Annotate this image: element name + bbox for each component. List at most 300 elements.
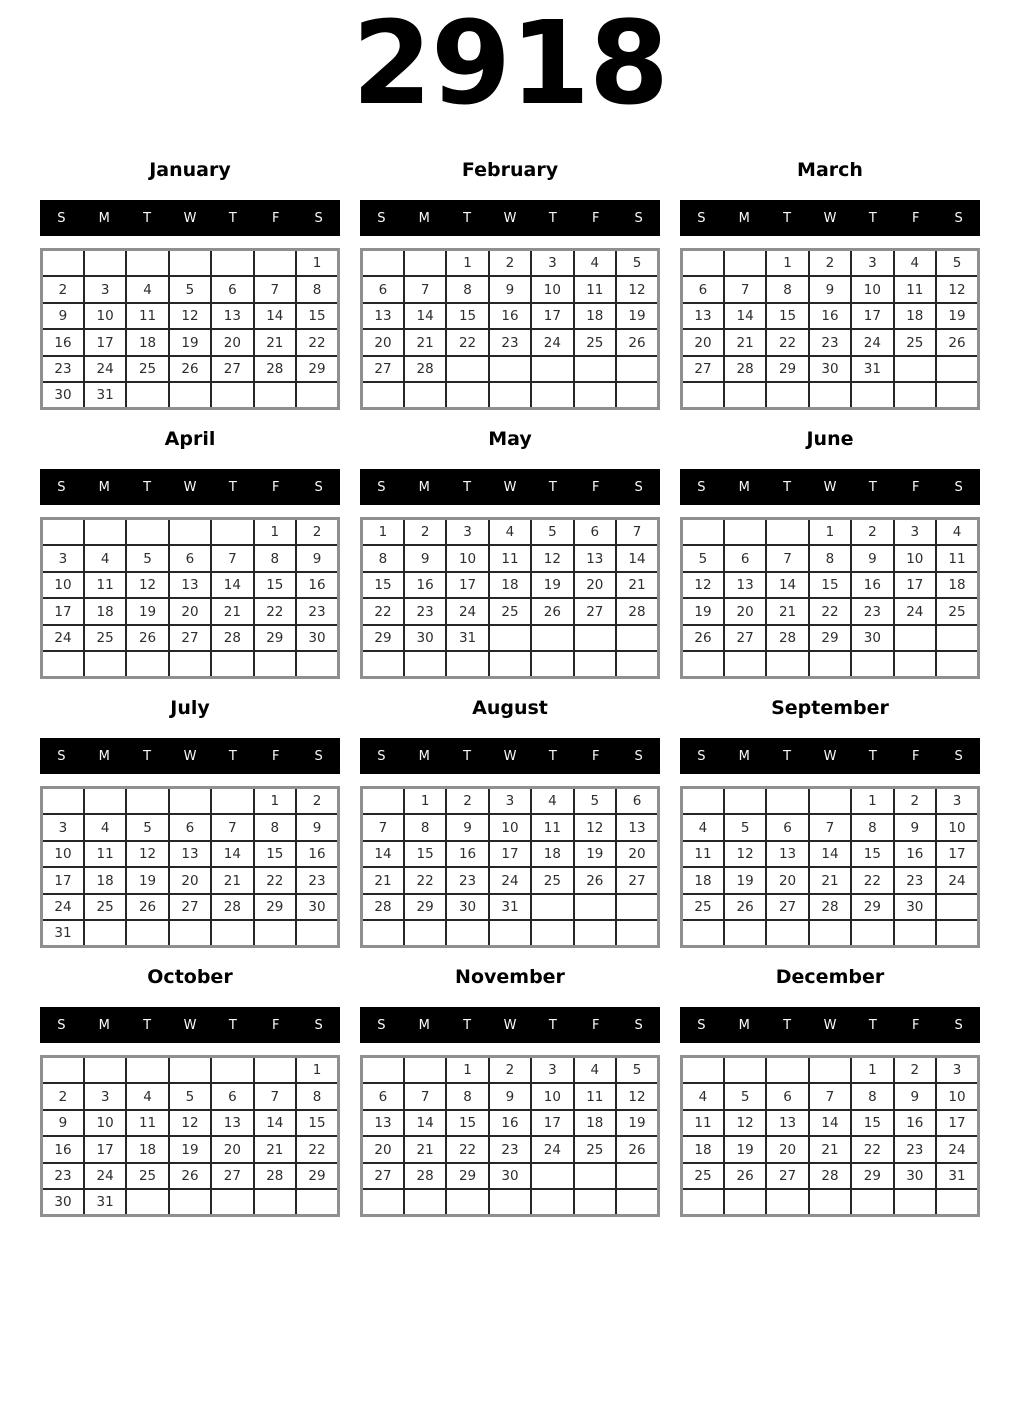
weekday-label: T [228,479,237,495]
day-cell: 21 [254,329,296,356]
weekday-label: T [868,748,877,764]
day-cell: 17 [936,841,978,868]
day-cell: 16 [809,303,851,330]
day-cell: 26 [724,1163,766,1190]
empty-day-cell [894,1189,936,1216]
day-cell: 25 [936,598,978,625]
day-cell: 30 [851,625,893,652]
empty-day-cell [894,625,936,652]
day-cell: 18 [126,1136,168,1163]
day-cell: 15 [254,841,296,868]
day-cell: 24 [489,867,531,894]
weekday-label: T [783,1017,792,1033]
day-cell: 30 [296,894,338,921]
weekday-label: F [591,479,600,495]
weekday-label: S [57,210,66,226]
day-cell: 14 [211,841,253,868]
day-cell: 2 [446,788,488,815]
day-cell: 9 [296,545,338,572]
empty-day-cell [682,788,724,815]
day-cell: 28 [724,356,766,383]
day-cell: 26 [126,625,168,652]
weekday-label: M [418,210,430,226]
empty-day-cell [169,651,211,678]
day-cell: 23 [446,867,488,894]
empty-day-cell [616,625,658,652]
day-cell: 9 [42,1110,84,1137]
day-cell: 4 [894,250,936,277]
day-cell: 20 [766,1136,808,1163]
weekday-label: F [271,210,280,226]
day-cell: 10 [84,303,126,330]
day-cell: 11 [936,545,978,572]
week-row [682,867,979,894]
day-cell: 27 [169,625,211,652]
day-cell: 9 [296,814,338,841]
day-cell: 12 [936,276,978,303]
month-days-table [40,1055,340,1217]
day-cell: 15 [296,303,338,330]
day-cell: 26 [936,329,978,356]
weekday-label: W [183,210,197,226]
day-cell: 28 [616,598,658,625]
weekday-label: F [271,1017,280,1033]
day-cell: 22 [446,329,488,356]
day-cell: 27 [682,356,724,383]
day-cell: 10 [531,276,573,303]
day-cell: 4 [574,1057,616,1084]
day-cell: 25 [682,894,724,921]
weekday-header-bar [40,200,340,236]
week-row [42,894,339,921]
empty-day-cell [404,651,446,678]
week-row [362,1136,659,1163]
week-row [42,867,339,894]
day-cell: 29 [809,625,851,652]
empty-day-cell [254,250,296,277]
empty-day-cell [809,1057,851,1084]
month-december [680,948,980,1217]
week-row [42,1110,339,1137]
day-cell: 8 [446,276,488,303]
empty-day-cell [362,920,404,947]
day-cell: 10 [84,1110,126,1137]
empty-day-cell [446,651,488,678]
week-row [42,1136,339,1163]
empty-day-cell [682,920,724,947]
empty-day-cell [404,1189,446,1216]
day-cell: 27 [169,894,211,921]
empty-day-cell [936,1189,978,1216]
empty-day-cell [84,250,126,277]
month-title: July [170,697,210,720]
day-cell: 21 [404,1136,446,1163]
day-cell: 25 [126,356,168,383]
day-cell: 20 [616,841,658,868]
empty-day-cell [574,894,616,921]
day-cell: 6 [169,814,211,841]
day-cell: 5 [682,545,724,572]
day-cell: 9 [894,1083,936,1110]
day-cell: 10 [446,545,488,572]
weekday-label: F [591,210,600,226]
empty-day-cell [616,1163,658,1190]
day-cell: 21 [616,572,658,599]
day-cell: 11 [574,276,616,303]
day-cell: 4 [84,545,126,572]
day-cell: 24 [851,329,893,356]
weekday-label: S [697,1017,706,1033]
weekday-label: S [314,1017,323,1033]
empty-day-cell [211,250,253,277]
day-cell: 22 [446,1136,488,1163]
day-cell: 24 [936,867,978,894]
day-cell: 12 [724,841,766,868]
weekday-label: F [591,1017,600,1033]
day-cell: 22 [254,598,296,625]
empty-day-cell [254,651,296,678]
day-cell: 13 [766,1110,808,1137]
day-cell: 21 [254,1136,296,1163]
week-row [682,519,979,546]
empty-day-cell [84,920,126,947]
month-title: August [472,697,548,720]
day-cell: 4 [489,519,531,546]
day-cell: 18 [894,303,936,330]
day-cell: 8 [296,1083,338,1110]
empty-day-cell [489,382,531,409]
empty-day-cell [682,382,724,409]
day-cell: 27 [362,356,404,383]
weekday-label: T [143,1017,152,1033]
month-days-table [680,1055,980,1217]
weekday-header-bar [40,738,340,774]
day-cell: 26 [682,625,724,652]
week-row [42,625,339,652]
day-cell: 25 [574,329,616,356]
empty-day-cell [574,356,616,383]
day-cell: 25 [126,1163,168,1190]
empty-day-cell [724,250,766,277]
day-cell: 11 [489,545,531,572]
weekday-label: W [183,748,197,764]
week-row [362,598,659,625]
empty-day-cell [296,382,338,409]
weekday-header-bar [360,738,660,774]
day-cell: 31 [446,625,488,652]
empty-day-cell [851,651,893,678]
week-row [682,1136,979,1163]
day-cell: 11 [682,1110,724,1137]
empty-day-cell [724,1189,766,1216]
week-row [42,920,339,947]
empty-day-cell [531,1189,573,1216]
week-row [362,519,659,546]
day-cell: 7 [211,545,253,572]
day-cell: 10 [531,1083,573,1110]
weekday-label: S [377,210,386,226]
day-cell: 12 [169,1110,211,1137]
day-cell: 22 [851,1136,893,1163]
day-cell: 15 [254,572,296,599]
weekday-label: T [228,1017,237,1033]
empty-day-cell [894,920,936,947]
day-cell: 17 [42,867,84,894]
day-cell: 14 [724,303,766,330]
empty-day-cell [724,920,766,947]
weekday-label: M [98,479,110,495]
empty-day-cell [574,1189,616,1216]
day-cell: 24 [531,1136,573,1163]
empty-day-cell [936,651,978,678]
month-title: October [147,966,233,989]
empty-day-cell [42,519,84,546]
week-row [362,867,659,894]
empty-day-cell [531,894,573,921]
day-cell: 17 [531,303,573,330]
week-row [682,598,979,625]
day-cell: 13 [616,814,658,841]
day-cell: 10 [42,841,84,868]
empty-day-cell [362,1189,404,1216]
day-cell: 1 [851,1057,893,1084]
day-cell: 28 [254,356,296,383]
day-cell: 6 [766,814,808,841]
day-cell: 23 [894,867,936,894]
day-cell: 30 [489,1163,531,1190]
week-row [42,1057,339,1084]
week-row [362,303,659,330]
day-cell: 21 [809,1136,851,1163]
day-cell: 15 [809,572,851,599]
day-cell: 9 [894,814,936,841]
day-cell: 7 [616,519,658,546]
weekday-label: W [183,1017,197,1033]
month-days-table [40,517,340,679]
empty-day-cell [446,356,488,383]
day-cell: 29 [254,625,296,652]
empty-day-cell [809,788,851,815]
week-row [682,841,979,868]
week-row [682,329,979,356]
day-cell: 21 [362,867,404,894]
weekday-header-bar [680,738,980,774]
day-cell: 16 [489,303,531,330]
week-row [682,625,979,652]
day-cell: 7 [724,276,766,303]
week-row [362,1110,659,1137]
empty-day-cell [169,1057,211,1084]
empty-day-cell [574,1163,616,1190]
day-cell: 11 [84,841,126,868]
day-cell: 22 [766,329,808,356]
weekday-header-bar [680,1007,980,1043]
day-cell: 20 [574,572,616,599]
day-cell: 18 [682,867,724,894]
empty-day-cell [126,250,168,277]
day-cell: 4 [682,1083,724,1110]
day-cell: 5 [724,814,766,841]
weekday-label: T [463,1017,472,1033]
weekday-label: W [503,479,517,495]
week-row [362,920,659,947]
day-cell: 25 [574,1136,616,1163]
empty-day-cell [84,651,126,678]
day-cell: 31 [489,894,531,921]
day-cell: 20 [766,867,808,894]
empty-day-cell [531,1163,573,1190]
day-cell: 17 [851,303,893,330]
month-title: April [164,428,216,451]
day-cell: 24 [84,1163,126,1190]
week-row [42,1083,339,1110]
empty-day-cell [616,920,658,947]
day-cell: 28 [211,625,253,652]
day-cell: 23 [42,1163,84,1190]
week-row [682,1189,979,1216]
weekday-header-bar [680,469,980,505]
day-cell: 29 [766,356,808,383]
day-cell: 28 [362,894,404,921]
day-cell: 2 [894,788,936,815]
day-cell: 14 [254,303,296,330]
day-cell: 19 [616,303,658,330]
day-cell: 21 [724,329,766,356]
weekday-label: T [548,748,557,764]
day-cell: 17 [489,841,531,868]
weekday-label: M [738,210,750,226]
day-cell: 3 [42,814,84,841]
day-cell: 18 [126,329,168,356]
day-cell: 5 [616,250,658,277]
day-cell: 15 [851,1110,893,1137]
empty-day-cell [211,788,253,815]
day-cell: 12 [724,1110,766,1137]
day-cell: 15 [446,303,488,330]
day-cell: 19 [616,1110,658,1137]
week-row [42,329,339,356]
empty-day-cell [362,250,404,277]
weekday-label: S [634,748,643,764]
empty-day-cell [296,1189,338,1216]
week-row [682,382,979,409]
day-cell: 2 [42,1083,84,1110]
day-cell: 9 [489,276,531,303]
day-cell: 14 [616,545,658,572]
empty-day-cell [404,382,446,409]
day-cell: 7 [404,1083,446,1110]
day-cell: 23 [42,356,84,383]
empty-day-cell [126,788,168,815]
empty-day-cell [84,519,126,546]
empty-day-cell [169,519,211,546]
day-cell: 8 [446,1083,488,1110]
day-cell: 10 [42,572,84,599]
weekday-label: M [418,479,430,495]
empty-day-cell [254,1189,296,1216]
week-row [682,356,979,383]
weekday-label: M [738,479,750,495]
day-cell: 14 [254,1110,296,1137]
day-cell: 17 [84,1136,126,1163]
day-cell: 18 [531,841,573,868]
weekday-label: S [57,748,66,764]
empty-day-cell [254,1057,296,1084]
empty-day-cell [126,382,168,409]
day-cell: 23 [489,1136,531,1163]
day-cell: 6 [574,519,616,546]
day-cell: 11 [531,814,573,841]
weekday-label: W [183,479,197,495]
day-cell: 3 [446,519,488,546]
day-cell: 25 [894,329,936,356]
day-cell: 24 [42,625,84,652]
empty-day-cell [574,382,616,409]
day-cell: 14 [766,572,808,599]
empty-day-cell [724,382,766,409]
weekday-label: F [911,1017,920,1033]
weekday-label: M [98,1017,110,1033]
week-row [682,814,979,841]
day-cell: 13 [724,572,766,599]
day-cell: 31 [84,382,126,409]
day-cell: 7 [211,814,253,841]
month-days-table [680,517,980,679]
empty-day-cell [682,651,724,678]
empty-day-cell [42,788,84,815]
day-cell: 26 [724,894,766,921]
day-cell: 30 [296,625,338,652]
day-cell: 6 [766,1083,808,1110]
week-row [42,250,339,277]
empty-day-cell [254,382,296,409]
day-cell: 30 [894,1163,936,1190]
day-cell: 21 [211,598,253,625]
empty-day-cell [404,250,446,277]
day-cell: 26 [574,867,616,894]
day-cell: 17 [42,598,84,625]
week-row [42,382,339,409]
day-cell: 9 [809,276,851,303]
day-cell: 30 [42,1189,84,1216]
day-cell: 2 [296,519,338,546]
week-row [362,250,659,277]
empty-day-cell [211,519,253,546]
weekday-label: T [548,1017,557,1033]
day-cell: 20 [362,1136,404,1163]
day-cell: 6 [169,545,211,572]
day-cell: 24 [446,598,488,625]
empty-day-cell [211,1057,253,1084]
day-cell: 1 [254,519,296,546]
day-cell: 1 [296,1057,338,1084]
day-cell: 2 [809,250,851,277]
week-row [362,1083,659,1110]
day-cell: 30 [404,625,446,652]
year-title: 2918 [351,0,669,131]
empty-day-cell [84,788,126,815]
empty-day-cell [254,920,296,947]
month-days-table [360,786,660,948]
day-cell: 20 [169,598,211,625]
month-may [360,410,660,679]
day-cell: 21 [809,867,851,894]
day-cell: 20 [169,867,211,894]
day-cell: 7 [254,1083,296,1110]
weekday-label: S [314,210,323,226]
day-cell: 18 [936,572,978,599]
weekday-label: F [591,748,600,764]
